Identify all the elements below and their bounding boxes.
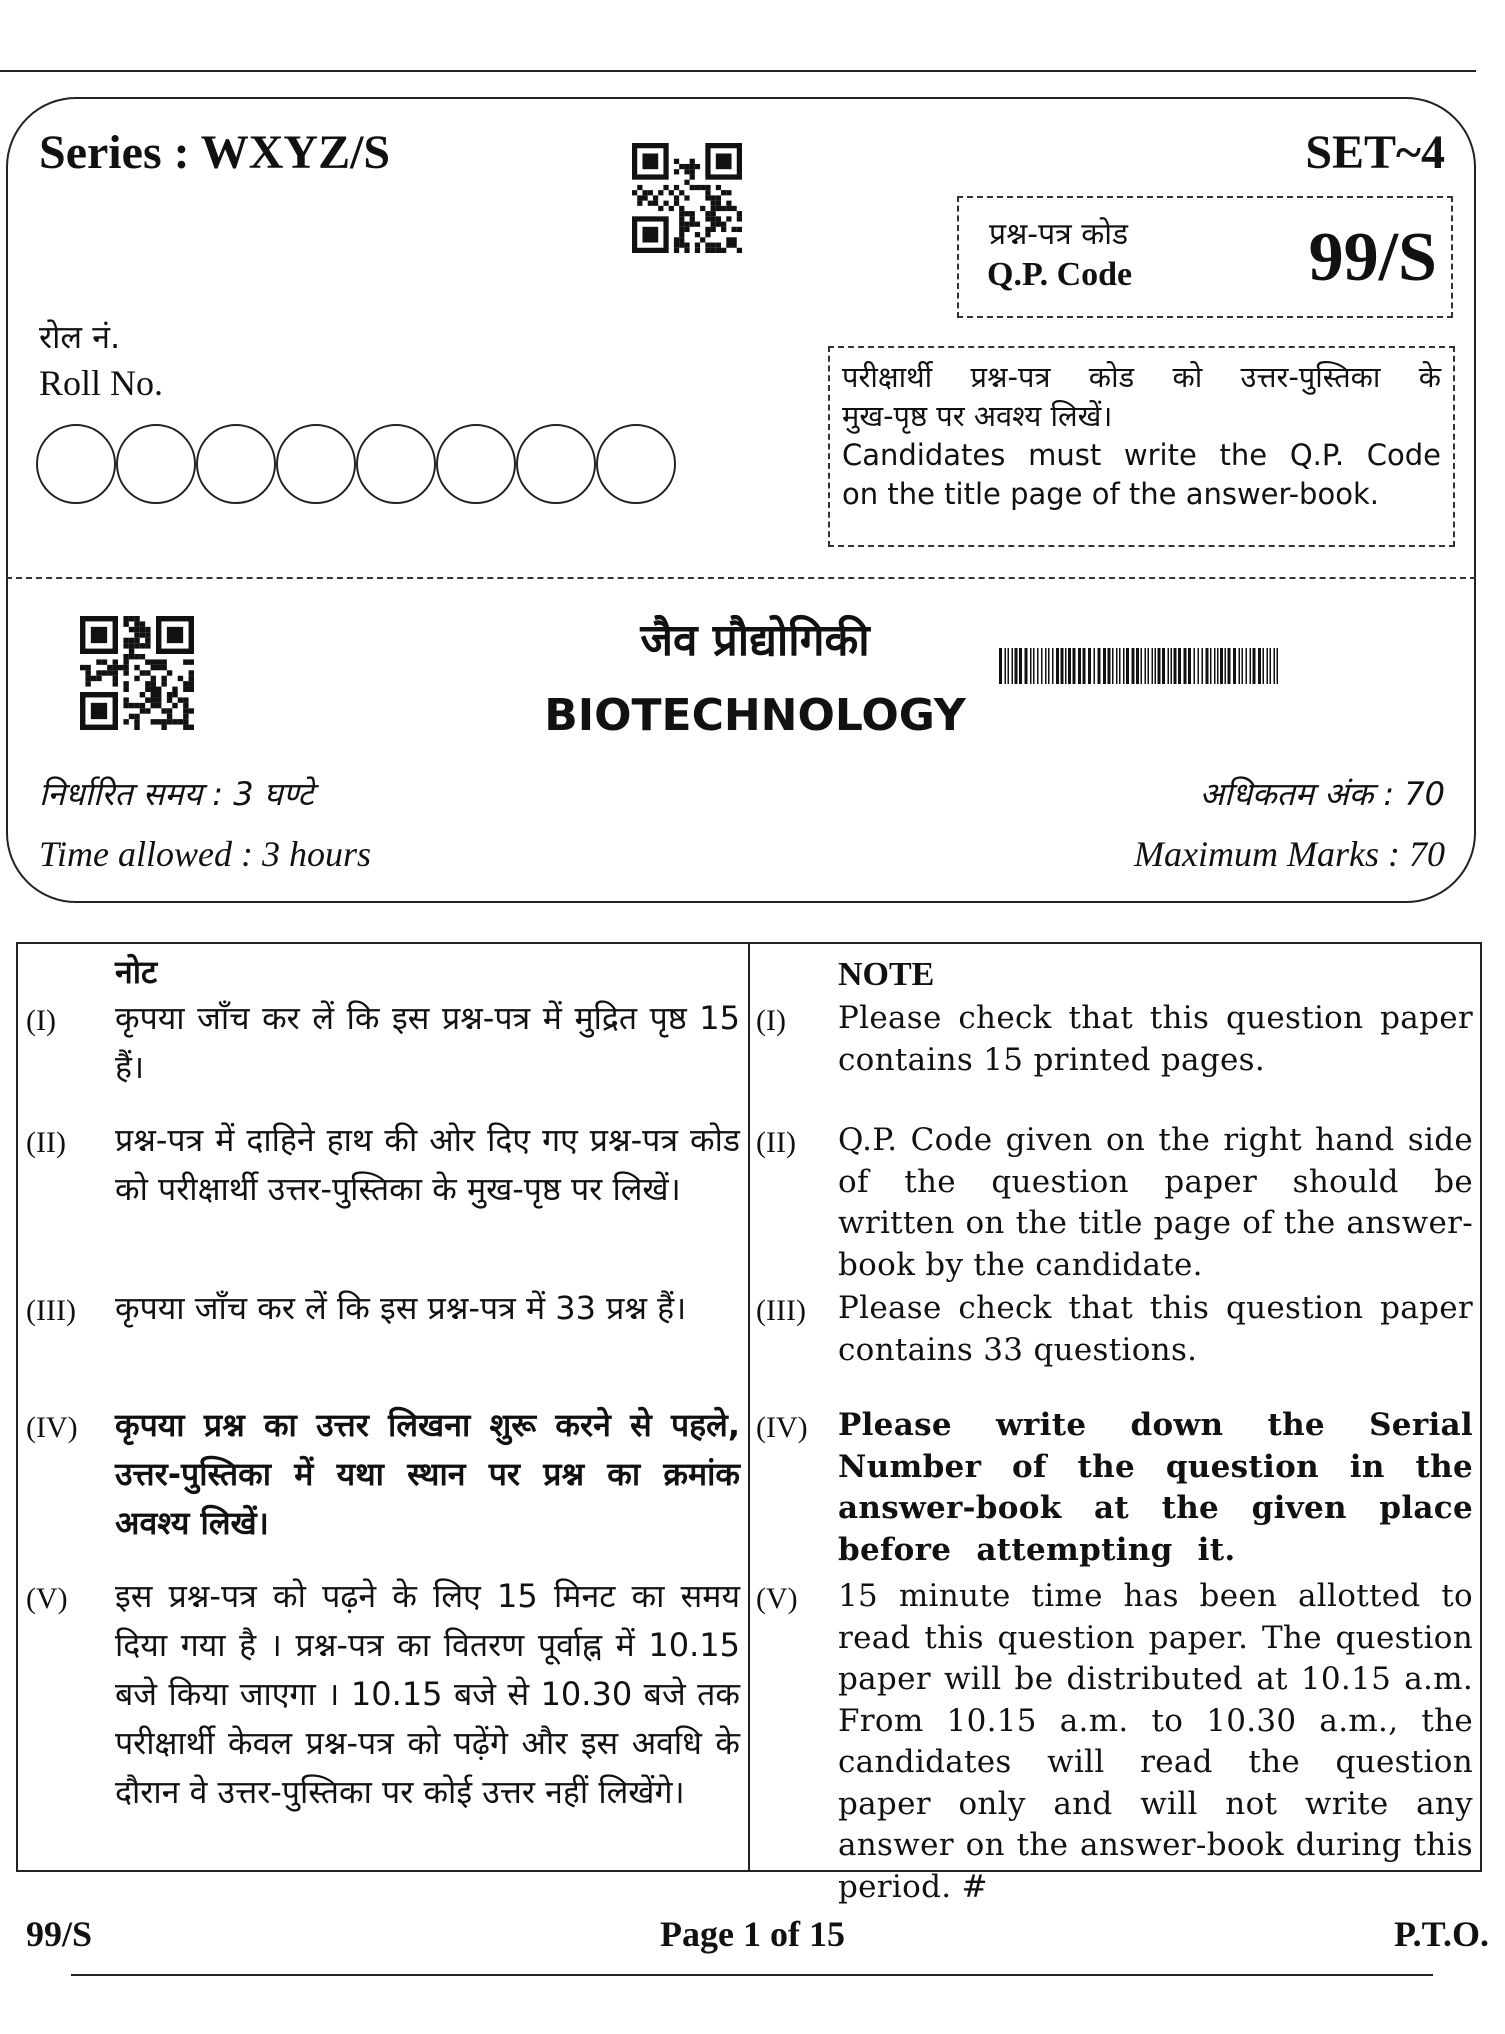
footer-qp-code: 99/S — [26, 1914, 93, 1954]
roll-digit-box — [356, 424, 436, 504]
roll-digit-box — [36, 424, 116, 504]
item-number: (II) — [26, 1126, 66, 1159]
instruction-line: on the title page of the answer-book. — [842, 477, 1379, 511]
note-heading: NOTE — [838, 956, 935, 993]
item-number: (V) — [756, 1582, 798, 1615]
qr-code-icon — [632, 143, 742, 253]
item-number: (III) — [26, 1294, 76, 1327]
qp-code-instruction-box — [828, 346, 1455, 547]
roll-digit-box — [516, 424, 596, 504]
qp-code-box — [957, 196, 1453, 318]
subject-title-hindi: जैव प्रौद्योगिकी — [640, 615, 870, 666]
note-item: प्रश्न-पत्र में दाहिने हाथ की ओर दिए गए प्रश्न-पत्र कोड को परीक्षार्थी उत्तर-पुस्तिका के मुख-पृष्ठ पर लिखें। — [115, 1121, 740, 1208]
roll-digit-box — [596, 424, 676, 504]
roll-digit-box — [196, 424, 276, 504]
note-item: Please check that this question paper contains 33 questions. — [838, 1290, 1473, 1368]
roll-digit-box — [436, 424, 516, 504]
note-heading-hindi: नोट — [115, 953, 158, 991]
series-label: Series : WXYZ/S — [39, 126, 391, 179]
note-item: Q.P. Code given on the right hand side of the question paper should be written on the title page of the answer-book by the candidate. — [838, 1122, 1473, 1283]
dashed-divider — [6, 577, 1476, 579]
note-item: कृपया जाँच कर लें कि इस प्रश्न-पत्र में 33 प्रश्न हैं। — [115, 1289, 687, 1327]
instruction-line: मुख-पृष्ठ पर अवश्य लिखें। — [842, 399, 1113, 433]
roll-digit-box — [116, 424, 196, 504]
top-rule — [0, 70, 1476, 72]
barcode-icon — [999, 648, 1281, 684]
roll-label-hindi: रोल नं. — [39, 318, 121, 356]
roll-number-boxes — [36, 424, 676, 504]
note-english-column — [750, 944, 1480, 1905]
instruction-line: Candidates must write the Q.P. Code — [842, 438, 1441, 472]
instructions-table — [16, 942, 1482, 1905]
page-number: Page 1 of 15 — [660, 1914, 845, 1954]
qp-code-value: 99/S — [1308, 219, 1437, 296]
item-number: (II) — [756, 1126, 796, 1159]
time-allowed-hindi: निर्धारित समय : 3 घण्टे — [39, 775, 314, 813]
set-label: SET~4 — [1305, 126, 1445, 179]
item-number: (IV) — [756, 1411, 808, 1444]
qp-code-label-hindi: प्रश्न-पत्र कोड — [989, 217, 1129, 252]
note-item: इस प्रश्न-पत्र को पढ़ने के लिए 15 मिनट का समय दिया गया है । प्रश्न-पत्र का वितरण पूर्वाह्न में 10.15 बजे किया जाएगा । 10.15 बजे से 10.30 बजे तक परीक्षार्थी केवल प्रश्न-पत्र को पढ़ेंगे और इस अवधि के दौरान वे उत्तर-पुस्तिका पर कोई उत्तर नहीं लिखेंगे। — [115, 1577, 740, 1811]
item-number: (IV) — [26, 1411, 78, 1444]
bottom-rule — [71, 1974, 1433, 1976]
max-marks: Maximum Marks : 70 — [1134, 834, 1445, 874]
subject-title: BIOTECHNOLOGY — [544, 690, 966, 741]
pto-label: P.T.O. — [1393, 1914, 1489, 1954]
instruction-line: परीक्षार्थी प्रश्न-पत्र कोड को उत्तर-पुस्तिका के — [842, 360, 1441, 394]
item-number: (V) — [26, 1582, 68, 1615]
item-number: (I) — [26, 1004, 56, 1037]
note-item: कृपया प्रश्न का उत्तर लिखना शुरू करने से पहले, उत्तर-पुस्तिका में यथा स्थान पर प्रश्न का क्रमांक अवश्य लिखें। — [115, 1406, 740, 1542]
roll-digit-box — [276, 424, 356, 504]
item-number: (I) — [756, 1004, 786, 1037]
time-allowed: Time allowed : 3 hours — [39, 834, 372, 874]
roll-label: Roll No. — [39, 363, 164, 403]
max-marks-hindi: अधिकतम अंक : 70 — [1199, 775, 1445, 813]
note-item: कृपया जाँच कर लें कि इस प्रश्न-पत्र में मुद्रित पृष्ठ 15 हैं। — [115, 999, 740, 1086]
note-item: Please check that this question paper contains 15 printed pages. — [838, 1000, 1473, 1078]
item-number: (III) — [756, 1294, 806, 1327]
qp-code-label: Q.P. Code — [987, 256, 1133, 293]
note-hindi-column — [18, 944, 748, 1870]
note-item: 15 minute time has been allotted to read this question paper. The question paper will be distributed at 10.15 a.m. From 10.15 a.m. to 10.30 a.m., the candidates will read the question paper only and will not write any answer on the answer-book during this period. # — [838, 1578, 1473, 1905]
note-item: Please write down the Serial Number of the question in the answer-book at the given place before attempting it. — [838, 1407, 1473, 1568]
